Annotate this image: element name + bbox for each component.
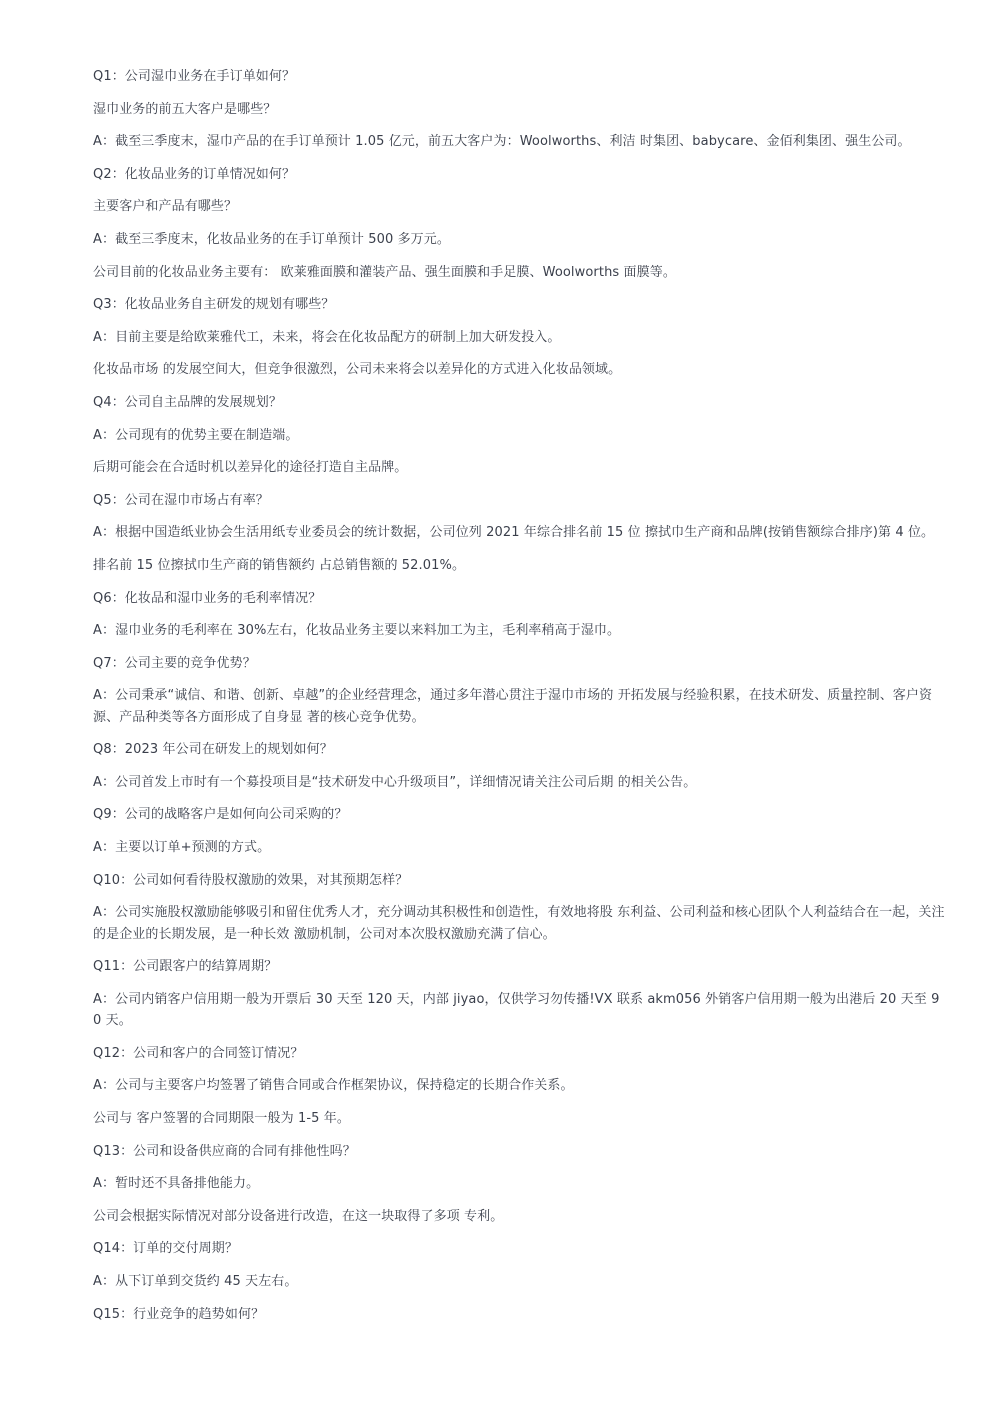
answer-q12-detail: 公司与 客户签署的合同期限一般为 1-5 年。	[93, 1111, 350, 1127]
document-body	[93, 66, 945, 1336]
question-q13: Q13：公司和设备供应商的合同有排他性吗？	[93, 1143, 356, 1159]
answer-q12: A：公司与主要客户均签署了销售合同或合作框架协议，保持稳定的长期合作关系。	[93, 1078, 574, 1094]
answer-q3: A：目前主要是给欧莱雅代工，未来，将会在化妆品配方的研制上加大研发投入。	[93, 329, 561, 345]
question-q7: Q7：公司主要的竞争优势？	[93, 655, 256, 671]
answer-q4: A：公司现有的优势主要在制造端。	[93, 427, 299, 443]
answer-q1: A：截至三季度末，湿巾产品的在手订单预计 1.05 亿元，前五大客户为：Woolworths、利洁 时集团、babycare、金佰利集团、强生公司。	[93, 134, 911, 150]
answer-q5-detail: 排名前 15 位擦拭巾生产商的销售额约 占总销售额的 52.01%。	[93, 557, 466, 573]
answer-q2-detail: 公司目前的化妆品业务主要有： 欧莱雅面膜和灌装产品、强生面膜和手足膜、Woolworths 面膜等。	[93, 264, 676, 280]
answer-q9: A：主要以订单+预测的方式。	[93, 840, 271, 856]
answer-q5: A：根据中国造纸业协会生活用纸专业委员会的统计数据，公司位列 2021 年综合排名前 15 位 擦拭巾生产商和品牌(按销售额综合排序)第 4 位。	[93, 525, 935, 541]
question-q6: Q6：化妆品和湿巾业务的毛利率情况？	[93, 590, 322, 606]
answer-q13: A：暂时还不具备排他能力。	[93, 1176, 260, 1192]
question-q1-followup: 湿巾业务的前五大客户是哪些？	[93, 101, 277, 117]
answer-q11: A：公司内销客户信用期一般为开票后 30 天至 120 天，内部 jiyao，仅供学习勿传播!VX 联系 akm056 外销客户信用期一般为出港后 20 天至 90 天。	[93, 991, 940, 1029]
question-q2-followup: 主要客户和产品有哪些？	[93, 199, 238, 215]
answer-q14: A：从下订单到交货约 45 天左右。	[93, 1274, 298, 1289]
question-q15: Q15：行业竞争的趋势如何？	[93, 1306, 265, 1322]
answer-q3-detail: 化妆品市场 的发展空间大，但竞争很激烈，公司未来将会以差异化的方式进入化妆品领域。	[93, 362, 622, 378]
answer-q2: A：截至三季度末，化妆品业务的在手订单预计 500 多万元。	[93, 231, 450, 247]
question-q11: Q11：公司跟客户的结算周期？	[93, 959, 278, 975]
answer-q10: A：公司实施股权激励能够吸引和留住优秀人才，充分调动其积极性和创造性，有效地将股 东利益、公司利益和核心团队个人利益结合在一起，关注的是企业的长期发展，是一种长效 激励机制，公司对本次股权激励充满了信心。	[93, 905, 945, 942]
question-q9: Q9：公司的战略客户是如何向公司采购的？	[93, 807, 348, 823]
question-q14: Q14：订单的交付周期？	[93, 1241, 238, 1257]
question-q3: Q3：化妆品业务自主研发的规划有哪些？	[93, 297, 335, 313]
answer-q7: A：公司秉承“诚信、和谐、创新、卓越”的企业经营理念，通过多年潜心贯注于湿巾市场的 开拓发展与经验积累，在技术研发、质量控制、客户资源、产品种类等各方面形成了自身显 著的核心竞争优势。	[93, 688, 933, 725]
question-q5: Q5：公司在湿巾市场占有率？	[93, 492, 269, 508]
question-q12: Q12：公司和客户的合同签订情况？	[93, 1045, 304, 1061]
answer-q6: A：湿巾业务的毛利率在 30%左右，化妆品业务主要以来料加工为主，毛利率稍高于湿巾。	[93, 623, 621, 639]
question-q8: Q8：2023 年公司在研发上的规划如何？	[93, 742, 333, 758]
question-q10: Q10：公司如何看待股权激励的效果，对其预期怎样？	[93, 872, 409, 888]
question-q4: Q4：公司自主品牌的发展规划？	[93, 394, 283, 410]
answer-q13-detail: 公司会根据实际情况对部分设备进行改造，在这一块取得了多项 专利。	[93, 1208, 504, 1224]
answer-q4-detail: 后期可能会在合适时机以差异化的途径打造自主品牌。	[93, 460, 408, 476]
answer-q8: A：公司首发上市时有一个募投项目是“技术研发中心升级项目”，详细情况请关注公司后期 的相关公告。	[93, 774, 697, 790]
question-q2: Q2：化妆品业务的订单情况如何？	[93, 166, 296, 182]
question-q1: Q1：公司湿巾业务在手订单如何？	[93, 69, 296, 84]
